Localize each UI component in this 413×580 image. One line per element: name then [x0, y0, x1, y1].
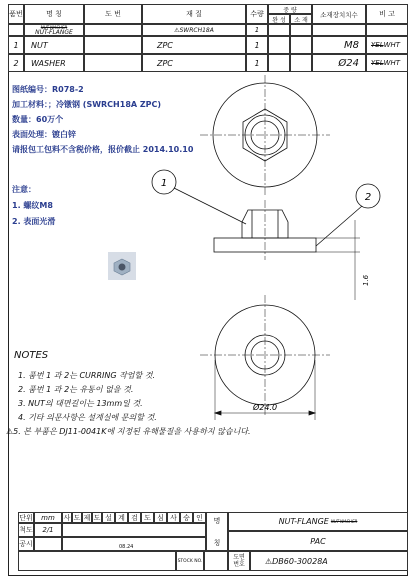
bottom-dim-arrow-right [309, 411, 315, 415]
tb-approval-5: 설 [102, 512, 115, 523]
balloon-1-label: 1 [160, 178, 168, 189]
bottom-dim-arrow-left [215, 411, 221, 415]
tb-scale-label: 척도 [18, 523, 34, 537]
header-name: 명 칭 [24, 4, 84, 24]
notice-title: 注意： [12, 185, 36, 194]
header-remark: 비 고 [366, 4, 408, 24]
tb-stock [176, 551, 204, 571]
header-weight-raw: 소 재 [290, 14, 312, 24]
tb-drawing-no-text: DB60-30028A [272, 556, 328, 566]
notes-line-1: 1. 품번 1 과 2는 CURRING 작업할 것. [18, 371, 156, 380]
tb-part-name-small: NUT-WASHER [330, 519, 358, 524]
row2-remark-struck: YEL [371, 59, 384, 67]
row1-item: 1 [8, 36, 24, 54]
balloon-1-leader [174, 188, 246, 224]
row1-size: M8 [312, 36, 366, 54]
tb-stock-label: STOCK NO. [177, 558, 203, 564]
spec-quantity: 数量：60万个 [12, 115, 64, 124]
tb-approval-12: 인 [193, 512, 206, 523]
tb-name-label [206, 512, 228, 551]
row2-remark-text: WHT [383, 59, 401, 67]
tb-unit-label: 단위 [19, 513, 33, 522]
tb-method-label: 공시 [18, 537, 34, 551]
header-item: 품번 [8, 4, 24, 24]
tb-scale: 2/1 [34, 523, 62, 537]
tb-drawing-no: ⚠ DB60-30028A [250, 551, 408, 571]
row1-remark-struck: YEL [371, 41, 384, 49]
tb-approval-11: 승 [180, 512, 193, 523]
row0-material: ⚠ SWRCH18A [142, 24, 246, 36]
row0-material-text: SWRCH18A [179, 26, 214, 34]
notes-line-4: 4. 기타 의문사항은 설계실에 문의할 것. [18, 413, 157, 422]
tb-approval-8: 도 [141, 512, 154, 523]
row2-item: 2 [8, 54, 24, 72]
spec-price: 请报包工包料不含税价格，报价截止 2014.10.10 [12, 145, 194, 154]
notes-line-5: ⚠5. 본 부품은 DJ11-0041K에 지정된 유해물질을 사용하지 않습니다. [6, 427, 251, 436]
tb-name-label-2: 칭 [213, 538, 221, 547]
notice-1: 1. 螺纹M8 [12, 201, 53, 210]
tb-method [34, 537, 62, 551]
tb-drawing-label: 도면 번호 [228, 551, 250, 571]
tb-approval-7: 검 [128, 512, 141, 523]
tb-part-name [228, 512, 408, 531]
spec-surface: 表面处理：镀白锌 [12, 130, 76, 139]
tb-unit: mm [34, 512, 62, 523]
tb-approval-6: 계 [115, 512, 128, 523]
notes-title: NOTES [14, 350, 49, 361]
tb-approval-10: 사 [167, 512, 180, 523]
nut-photo [108, 252, 136, 280]
row1-name: NUT [24, 36, 84, 54]
tb-part-name-text: NUT-FLANGE [278, 517, 329, 526]
row2-name: WASHER [24, 54, 84, 72]
row1-qty: 1 [246, 36, 268, 54]
row2-qty: 1 [246, 54, 268, 72]
header-finish: 소재장치치수 [312, 4, 366, 24]
dim-diameter-label: Ø24.0 [252, 403, 278, 412]
header-drawing: 도 번 [84, 4, 142, 24]
row0-name-main: NUT-FLANGE [35, 29, 73, 36]
row1-remark-text: WHT [383, 41, 401, 49]
tb-date: 08.24 [62, 537, 206, 551]
tb-approval-9: 심 [154, 512, 167, 523]
dim-height-label: 1.6 [362, 274, 370, 286]
row0-name-small: NUT-WASHER [40, 25, 68, 30]
header-weight-finished: 완 성 [268, 14, 290, 24]
row0-qty: 1 [246, 24, 268, 36]
header-material: 재 질 [142, 4, 246, 24]
row1-material: ZPC [142, 36, 246, 54]
spec-drawing-no: 图纸编号：R078-2 [12, 85, 84, 94]
header-weight: 중 량 [268, 4, 312, 14]
tb-approval-4: 도 [93, 513, 101, 522]
tb-model: PAC [228, 531, 408, 551]
notice-2: 2. 表面光滑 [12, 217, 56, 226]
spec-material: 加工材料：；冷镦钢 (SWRCH18A ZPC) [12, 100, 162, 109]
balloon-2-label: 2 [364, 192, 372, 203]
header-qty: 수량 [246, 4, 268, 24]
notes-line-3: 3. NUT의 대면길이는 13mm일 것. [18, 399, 143, 408]
row2-material: ZPC [142, 54, 246, 72]
tb-stock-value [204, 551, 228, 571]
tb-empty-left [18, 551, 176, 571]
tb-name-label-1: 명 [213, 516, 221, 525]
tb-approval-2: 도 [73, 513, 81, 522]
tb-signature-row [62, 523, 206, 537]
tb-approval-1: 사 [63, 513, 71, 522]
tb-approval-3: 제 [83, 513, 91, 522]
notes-line-2: 2. 품번 1 과 2는 유동이 없을 것. [18, 385, 134, 394]
row2-size: Ø24 [312, 54, 366, 72]
